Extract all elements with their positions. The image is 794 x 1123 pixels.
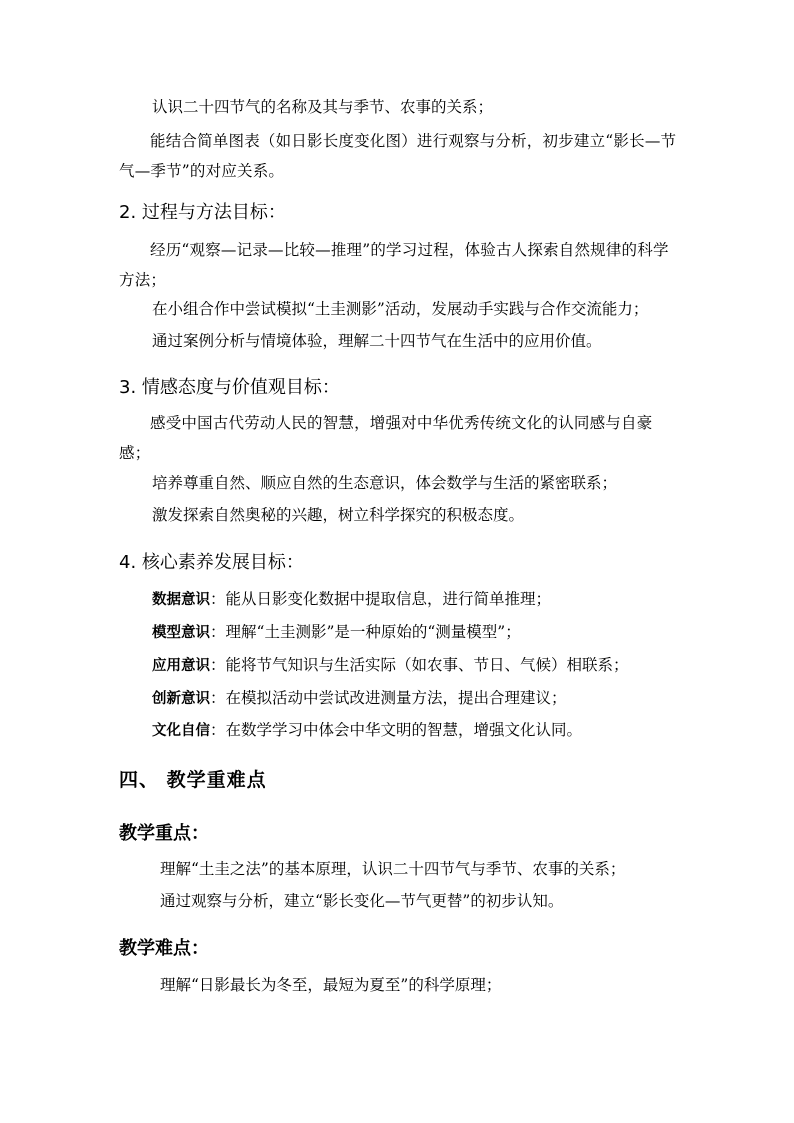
knowledge-item-2: 能结合简单图表（如日影长度变化图）进行观察与分析，初步建立“影长—节气—季节”的对应关系。 <box>119 132 677 180</box>
knowledge-item-1: 认识二十四节气的名称及其与季节、农事的关系； <box>152 98 494 116</box>
section-4-heading: 4. 核心素养发展目标： <box>119 552 304 573</box>
section-3-heading: 3. 情感态度与价值观目标： <box>119 377 340 398</box>
key-point-item-2: 通过观察与分析，建立“影长变化—节气更替”的初步认知。 <box>160 892 564 910</box>
literacy-label: 数据意识 <box>152 592 210 608</box>
literacy-item: 应用意识：能将节气知识与生活实际（如农事、节日、气候）相联系； <box>152 656 629 674</box>
literacy-label: 创新意识 <box>152 691 210 707</box>
section-2-item-3: 通过案例分析与情境体验，理解二十四节气在生活中的应用价值。 <box>152 332 602 350</box>
section-2-item-1: 经历“观察—记录—比较—推理”的学习过程，体验古人探索自然规律的科学方法； <box>119 241 669 289</box>
literacy-item: 文化自信：在数学学习中体会中华文明的智慧，增强文化认同。 <box>152 721 583 739</box>
section-3-item-2: 培养尊重自然、顺应自然的生态意识，体会数学与生活的紧密联系； <box>152 474 618 492</box>
literacy-label: 应用意识 <box>152 658 210 674</box>
part-4-heading: 四、 教学重难点 <box>119 769 267 791</box>
section-3-item-3: 激发探索自然奥秘的兴趣，树立科学探究的积极态度。 <box>152 506 525 524</box>
difficulty-item-1: 理解“日影最长为冬至，最短为夏至”的科学原理； <box>160 976 502 994</box>
literacy-item: 创新意识：在模拟活动中尝试改进测量方法，提出合理建议； <box>152 689 567 707</box>
section-2-heading: 2. 过程与方法目标： <box>119 202 286 223</box>
difficulties-heading: 教学难点： <box>119 938 209 959</box>
literacy-label: 模型意识 <box>152 625 210 641</box>
key-point-item-1: 理解“土圭之法”的基本原理，认识二十四节气与季节、农事的关系； <box>160 860 626 878</box>
section-3-item-1: 感受中国古代劳动人民的智慧，增强对中华优秀传统文化的认同感与自豪感； <box>119 414 653 462</box>
literacy-item: 模型意识：理解“土圭测影”是一种原始的“测量模型”； <box>152 623 521 641</box>
literacy-item: 数据意识：能从日影变化数据中提取信息，进行简单推理； <box>152 590 552 608</box>
key-points-heading: 教学重点： <box>119 823 209 844</box>
section-2-item-2: 在小组合作中尝试模拟“土圭测影”活动，发展动手实践与合作交流能力； <box>152 300 649 318</box>
literacy-label: 文化自信 <box>152 723 210 739</box>
